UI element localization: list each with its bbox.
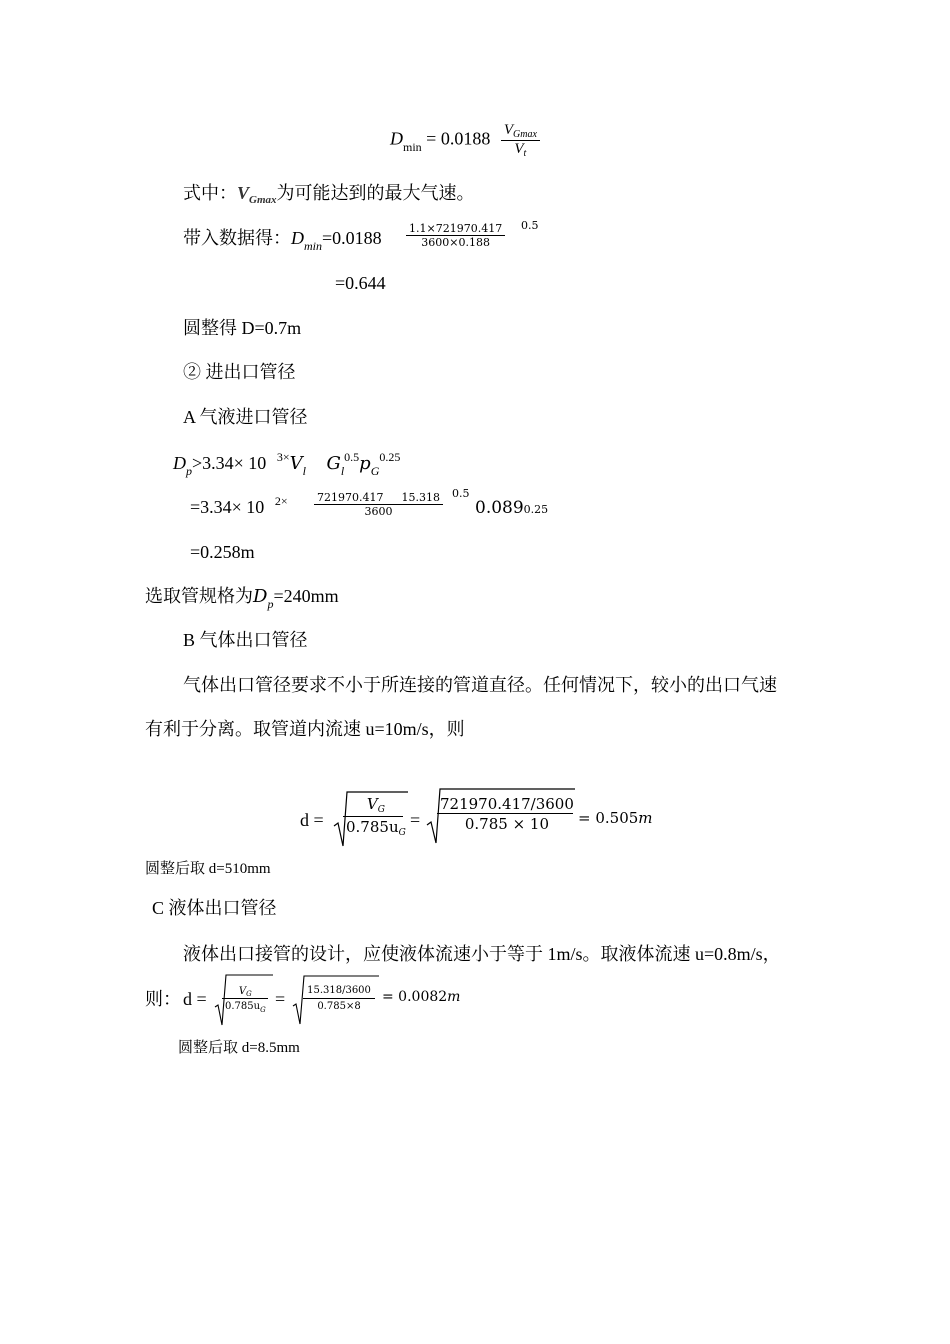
symbol-d: D bbox=[173, 453, 186, 473]
result-value: = 0.505 bbox=[578, 809, 639, 827]
symbol-p: p bbox=[359, 453, 371, 474]
subscript: p bbox=[267, 597, 274, 611]
formula-a-line2 bbox=[190, 495, 288, 521]
result-value: = 0.0082 bbox=[382, 989, 448, 1005]
formula-substitution bbox=[183, 226, 382, 252]
subscript: Gmax bbox=[249, 194, 277, 206]
formula-a-line3: =0.258m bbox=[190, 542, 255, 562]
fraction-c1 bbox=[222, 986, 269, 1015]
label: 选取管规格为 bbox=[145, 586, 253, 606]
paragraph-c-1: 液体出口接管的设计，应使液体流速小于等于 1m/s。取液体流速 u=0.8m/s， bbox=[183, 944, 781, 964]
symbol-g: G bbox=[326, 453, 341, 474]
exponent: 0.25 bbox=[379, 450, 401, 464]
subscript: min bbox=[304, 239, 322, 253]
exponent: 0.5 bbox=[452, 487, 470, 500]
formula-b-result bbox=[578, 809, 653, 827]
formula-c-prefix bbox=[145, 987, 207, 1011]
label: 式中： bbox=[183, 183, 237, 203]
subscript: l bbox=[340, 464, 345, 478]
denominator: 0.785u bbox=[346, 818, 399, 836]
text: 为可能达到的最大气速。 bbox=[276, 183, 475, 203]
fraction-b1 bbox=[343, 795, 409, 840]
formula-c-result bbox=[382, 989, 460, 1005]
numerator: 1.1×721970.417 bbox=[409, 222, 503, 235]
heading-inlet-outlet: ② 进出口管径 bbox=[183, 362, 296, 382]
numerator-2: 15.318 bbox=[401, 491, 440, 504]
denominator: V bbox=[514, 141, 524, 157]
fraction bbox=[501, 122, 540, 159]
numerator: V bbox=[503, 122, 513, 138]
exponent: 2× bbox=[274, 494, 288, 508]
subscript: l bbox=[302, 464, 306, 478]
fraction-substitution bbox=[406, 222, 505, 249]
denominator: 0.785u bbox=[225, 1001, 261, 1012]
symbol-d: D bbox=[253, 586, 268, 607]
subscript: p bbox=[186, 464, 192, 478]
round-line-c: 圆整后取 d=8.5mm bbox=[178, 1040, 300, 1056]
numerator: V bbox=[238, 986, 247, 997]
formula-c-eq: = bbox=[275, 989, 286, 1009]
formula-a-line1 bbox=[173, 451, 400, 477]
fraction-c2 bbox=[303, 984, 375, 1015]
exponent: 0.5 bbox=[521, 219, 539, 232]
exponent: 0.25 bbox=[523, 503, 549, 516]
denominator: 3600 bbox=[364, 505, 393, 518]
numerator: V bbox=[366, 795, 378, 813]
formula-coefficient: = 0.0188 bbox=[426, 128, 491, 149]
numerator: 721970.417/3600 bbox=[440, 795, 574, 813]
subscript: G bbox=[260, 1006, 266, 1014]
heading-b: B 气体出口管径 bbox=[183, 630, 308, 650]
round-line-1: 圆整得 D=0.7m bbox=[183, 318, 302, 338]
subscript: G bbox=[370, 464, 380, 478]
formula-b-d: d = bbox=[300, 810, 324, 830]
numerator: 721970.417 bbox=[317, 491, 384, 504]
numerator: 15.318/3600 bbox=[307, 985, 371, 996]
value: =240mm bbox=[273, 586, 339, 606]
symbol-d: D bbox=[390, 128, 403, 149]
denominator: 0.785×8 bbox=[317, 1001, 361, 1012]
fraction-b2 bbox=[437, 795, 577, 834]
unit: m bbox=[447, 989, 461, 1005]
subscript: Gmax bbox=[513, 129, 537, 140]
coefficient: >3.34× 10 bbox=[192, 453, 267, 473]
select-line-a bbox=[145, 584, 339, 610]
formula-a-tail bbox=[475, 495, 548, 522]
tail-value: 0.089 bbox=[475, 498, 524, 518]
label: 带入数据得： bbox=[183, 228, 291, 248]
denominator: 0.785 × 10 bbox=[464, 815, 550, 833]
heading-a: A 气液进口管径 bbox=[183, 407, 308, 427]
round-line-b: 圆整后取 d=510mm bbox=[145, 861, 271, 877]
exponent: 0.5 bbox=[344, 450, 360, 464]
coefficient: =3.34× 10 bbox=[190, 497, 265, 517]
paragraph-b-1: 气体出口管径要求不小于所连接的管道直径。任何情况下，较小的出口气速 bbox=[183, 675, 777, 695]
fraction-a2 bbox=[314, 491, 443, 518]
subscript: G bbox=[377, 805, 385, 815]
subscript: G bbox=[398, 828, 406, 838]
unit: m bbox=[638, 809, 653, 827]
formula-b-eq: = bbox=[410, 810, 421, 830]
formula-coefficient: =0.0188 bbox=[322, 228, 382, 248]
formula-lhs: d = bbox=[183, 989, 207, 1009]
symbol-d: D bbox=[291, 228, 304, 248]
heading-c: C 液体出口管径 bbox=[152, 898, 277, 918]
symbol-v: V bbox=[289, 453, 303, 474]
formula-dmin bbox=[390, 122, 540, 159]
paragraph-b-2: 有利于分离。取管道内流速 u=10m/s，则 bbox=[145, 719, 465, 739]
label: 则： bbox=[145, 989, 181, 1009]
subscript: min bbox=[403, 139, 422, 154]
result-line-1: =0.644 bbox=[335, 273, 386, 293]
symbol-v: V bbox=[237, 183, 250, 203]
text-line-shizhong bbox=[183, 181, 475, 208]
exponent: 3× bbox=[276, 450, 290, 464]
subscript: t bbox=[523, 148, 527, 159]
denominator: 3600×0.188 bbox=[421, 236, 490, 249]
subscript: G bbox=[246, 990, 252, 998]
